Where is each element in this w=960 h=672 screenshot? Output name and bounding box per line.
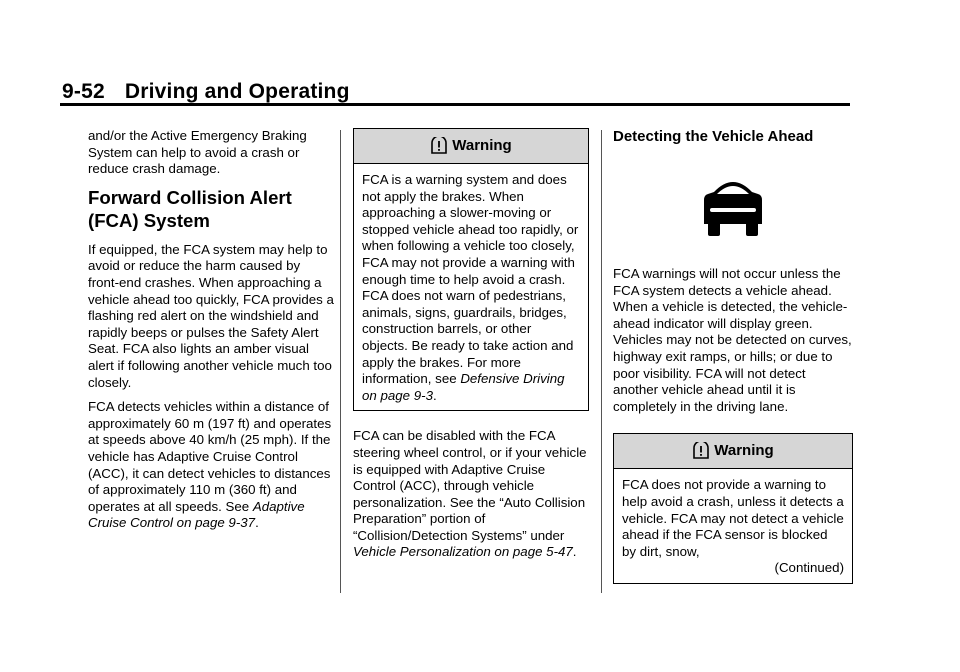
column-1: [88, 128, 334, 540]
intro-paragraph: and/or the Active Emergency Braking System can help to avoid a crash or reduce crash damage.: [88, 128, 307, 177]
cross-reference-link[interactable]: Adaptive Cruise Control on page 9-37: [88, 498, 305, 531]
column-2: [353, 128, 589, 569]
header-rule: [60, 103, 850, 106]
cross-reference-link[interactable]: Vehicle Personalization on page 5-47: [353, 544, 573, 560]
warning-title: Warning: [714, 442, 774, 460]
paragraph-text: FCA detects vehicles within a distance of approximately 60 m (197 ft) and operates at speeds above 40 km/h (25 mph). If the vehicle has Adaptive Cruise Control (ACC), it can detect vehicles to distances of approximately 110 m (360 ft) and operates at all speeds. See: [88, 399, 332, 514]
warning-title: Warning: [452, 136, 512, 154]
paragraph-end: .: [572, 544, 577, 560]
warning-box: [613, 433, 853, 584]
section-title: Driving and Operating: [124, 80, 350, 103]
warning-box: [353, 128, 589, 411]
paragraph-text: FCA can be disabled with the FCA steering wheel control, or if your vehicle is equipped with Adaptive Cruise Control (ACC), through vehicle personalization. See the “Auto Collision Preparation” portion of “Collision/Detection Systems” under: [353, 428, 587, 543]
warning-header: [354, 129, 588, 164]
column-divider: [601, 130, 602, 593]
subsection-heading: Detecting the Vehicle Ahead: [613, 128, 814, 145]
warning-icon: [430, 137, 448, 155]
page-header: [62, 80, 350, 104]
column-divider: [340, 130, 341, 593]
vehicle-ahead-icon: [700, 170, 766, 238]
warning-text: FCA does not provide a warning to help avoid a crash, unless it detects a vehicle. FCA may not detect a vehicle ahead if the FCA sensor is blocked by dirt, snow,: [622, 477, 844, 559]
continued-label: (Continued): [774, 560, 844, 576]
fca-range-paragraph: [88, 399, 334, 532]
column-3: [613, 128, 853, 584]
warning-icon: [692, 442, 710, 460]
detection-paragraph: FCA warnings will not occur unless the FCA system detects a vehicle ahead. When a vehicle is detected, the vehicle-ahead indicator will display green. Vehicles may not be detected on curves, highway exit ramps, or hills; or due to poor visibility. FCA will not detect another vehicle ahead until it is completely in the driving lane.: [613, 266, 852, 414]
warning-text: FCA is a warning system and does not apply the brakes. When approaching a slower-moving or stopped vehicle ahead too rapidly, or when following a vehicle too closely, FCA may not provide a warning with enough time to help avoid a crash. FCA does not warn of pedestrians, animals, signs, guardrails, bridges, construction barrels, or other objects. Be ready to take action and apply the brakes. For more information, see: [362, 172, 579, 387]
fca-description-paragraph: If equipped, the FCA system may help to avoid or reduce the harm caused by front-end crashes. When approaching a vehicle ahead too quickly, FCA provides a flashing red alert on the windshield and rapidly beeps or pulses the Safety Alert Seat. FCA also lights an amber visual alert if following another vehicle much too closely.: [88, 241, 334, 390]
cross-reference-link[interactable]: Defensive Driving on page 9-3: [362, 371, 565, 403]
warning-body: [614, 469, 852, 583]
warning-end: .: [432, 387, 437, 403]
warning-header: [614, 434, 852, 469]
warning-body: [354, 164, 588, 410]
page-number: 9-52: [62, 80, 105, 103]
vehicle-ahead-indicator: [613, 170, 853, 238]
section-heading: Forward Collision Alert (FCA) System: [88, 186, 292, 231]
disable-fca-paragraph: [353, 428, 589, 561]
paragraph-end: .: [255, 515, 259, 531]
